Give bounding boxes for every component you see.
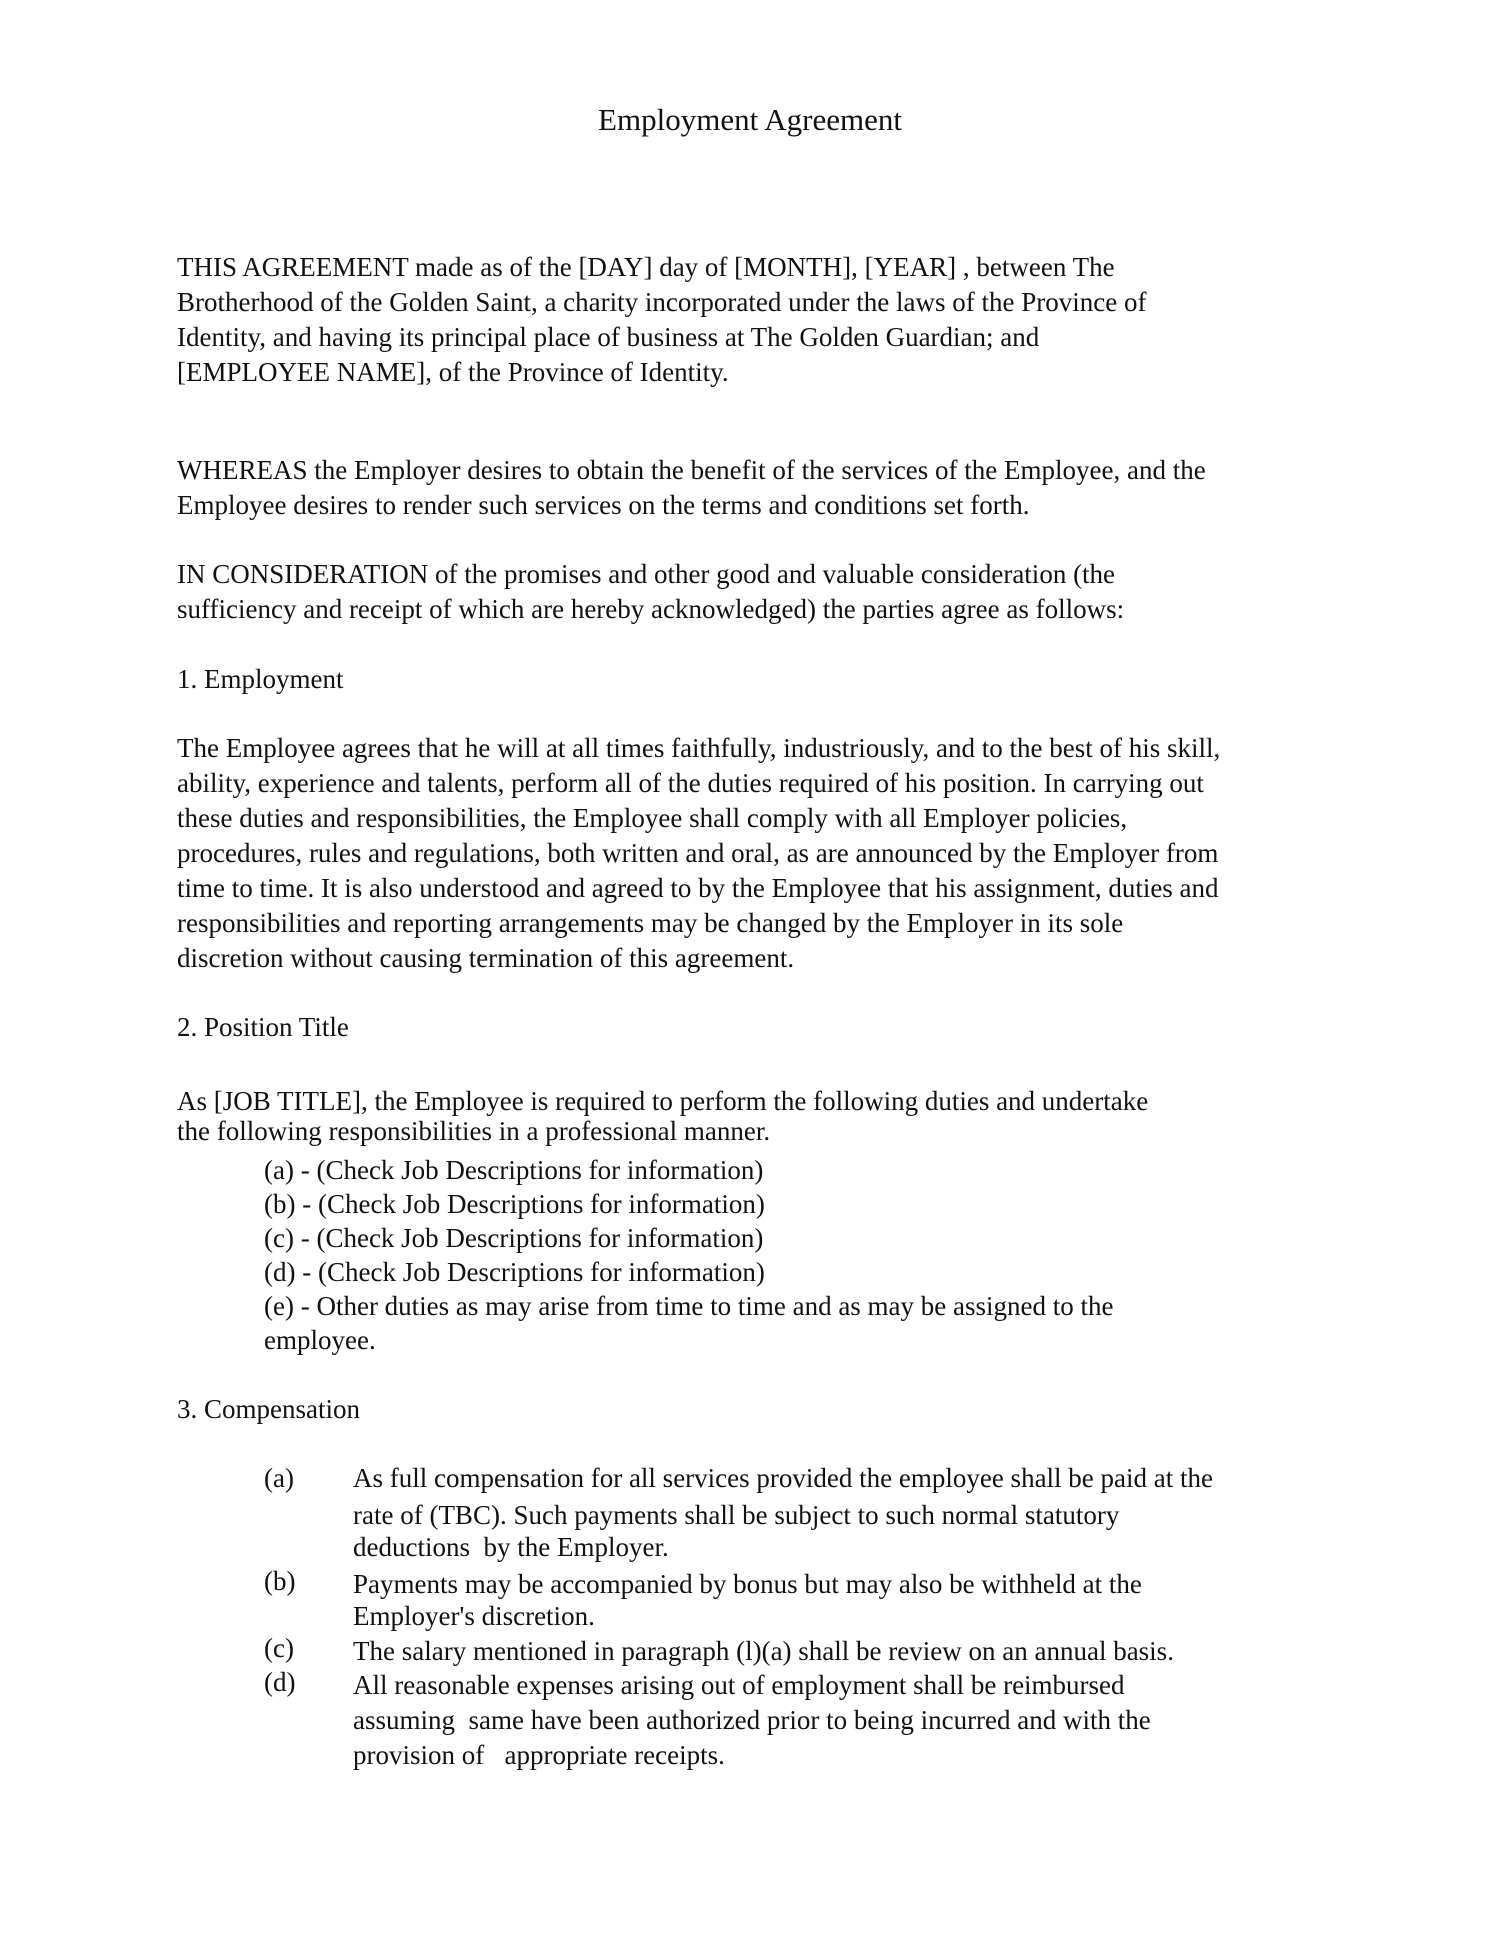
preamble-line: [EMPLOYEE NAME], of the Province of Identity. [177, 357, 729, 387]
compensation-item-line: Employer's discretion. [353, 1601, 595, 1631]
section-line: these duties and responsibilities, the Employee shall comply with all Employer policies, [177, 803, 1128, 833]
consideration-line: IN CONSIDERATION of the promises and other good and valuable consideration (the [177, 559, 1116, 589]
compensation-item-label: (d) [264, 1667, 296, 1697]
compensation-item-line: The salary mentioned in paragraph (l)(a) shall be review on an annual basis. [353, 1636, 1174, 1666]
duty-item: employee. [264, 1325, 376, 1355]
section-line: responsibilities and reporting arrangements may be changed by the Employer in its sole [177, 908, 1124, 938]
compensation-item-line: deductions by the Employer. [353, 1532, 669, 1562]
duty-item: (a) - (Check Job Descriptions for information) [264, 1155, 764, 1185]
compensation-item-line: All reasonable expenses arising out of employment shall be reimbursed [353, 1670, 1125, 1700]
duty-item: (e) - Other duties as may arise from time to time and as may be assigned to the [264, 1291, 1114, 1321]
whereas-line: WHEREAS the Employer desires to obtain the benefit of the services of the Employee, and the [177, 455, 1206, 485]
section-line: procedures, rules and regulations, both written and oral, as are announced by the Employer from [177, 838, 1219, 868]
compensation-item-line: As full compensation for all services provided the employee shall be paid at the [353, 1463, 1213, 1493]
section-line: time to time. It is also understood and agreed to by the Employee that his assignment, duties and [177, 873, 1219, 903]
compensation-item-label: (b) [264, 1566, 296, 1596]
section-heading-position-title: 2. Position Title [177, 1012, 349, 1042]
consideration-line: sufficiency and receipt of which are hereby acknowledged) the parties agree as follows: [177, 594, 1125, 624]
compensation-item-label: (a) [264, 1463, 294, 1493]
preamble-line: THIS AGREEMENT made as of the [DAY] day of [MONTH], [YEAR] , between The [177, 252, 1115, 282]
section-line: As [JOB TITLE], the Employee is required to perform the following duties and undertake [177, 1086, 1149, 1116]
compensation-item-label: (c) [264, 1633, 294, 1663]
duty-item: (d) - (Check Job Descriptions for information) [264, 1257, 765, 1287]
whereas-line: Employee desires to render such services on the terms and conditions set forth. [177, 490, 1030, 520]
section-line: discretion without causing termination of this agreement. [177, 943, 795, 973]
duty-item: (b) - (Check Job Descriptions for information) [264, 1189, 765, 1219]
document-title: Employment Agreement [598, 102, 902, 137]
compensation-item-line: Payments may be accompanied by bonus but may also be withheld at the [353, 1569, 1142, 1599]
section-line: the following responsibilities in a professional manner. [177, 1116, 771, 1146]
preamble-line: Identity, and having its principal place of business at The Golden Guardian; and [177, 322, 1040, 352]
compensation-item-line: provision of appropriate receipts. [353, 1740, 725, 1770]
section-heading-compensation: 3. Compensation [177, 1394, 360, 1424]
compensation-item-line: rate of (TBC). Such payments shall be subject to such normal statutory [353, 1500, 1120, 1530]
preamble-line: Brotherhood of the Golden Saint, a charity incorporated under the laws of the Province of [177, 287, 1147, 317]
section-heading-employment: 1. Employment [177, 664, 344, 694]
compensation-item-line: assuming same have been authorized prior to being incurred and with the [353, 1705, 1151, 1735]
section-line: The Employee agrees that he will at all times faithfully, industriously, and to the best of his skill, [177, 733, 1221, 763]
section-line: ability, experience and talents, perform all of the duties required of his position. In carrying out [177, 768, 1204, 798]
duty-item: (c) - (Check Job Descriptions for information) [264, 1223, 764, 1253]
